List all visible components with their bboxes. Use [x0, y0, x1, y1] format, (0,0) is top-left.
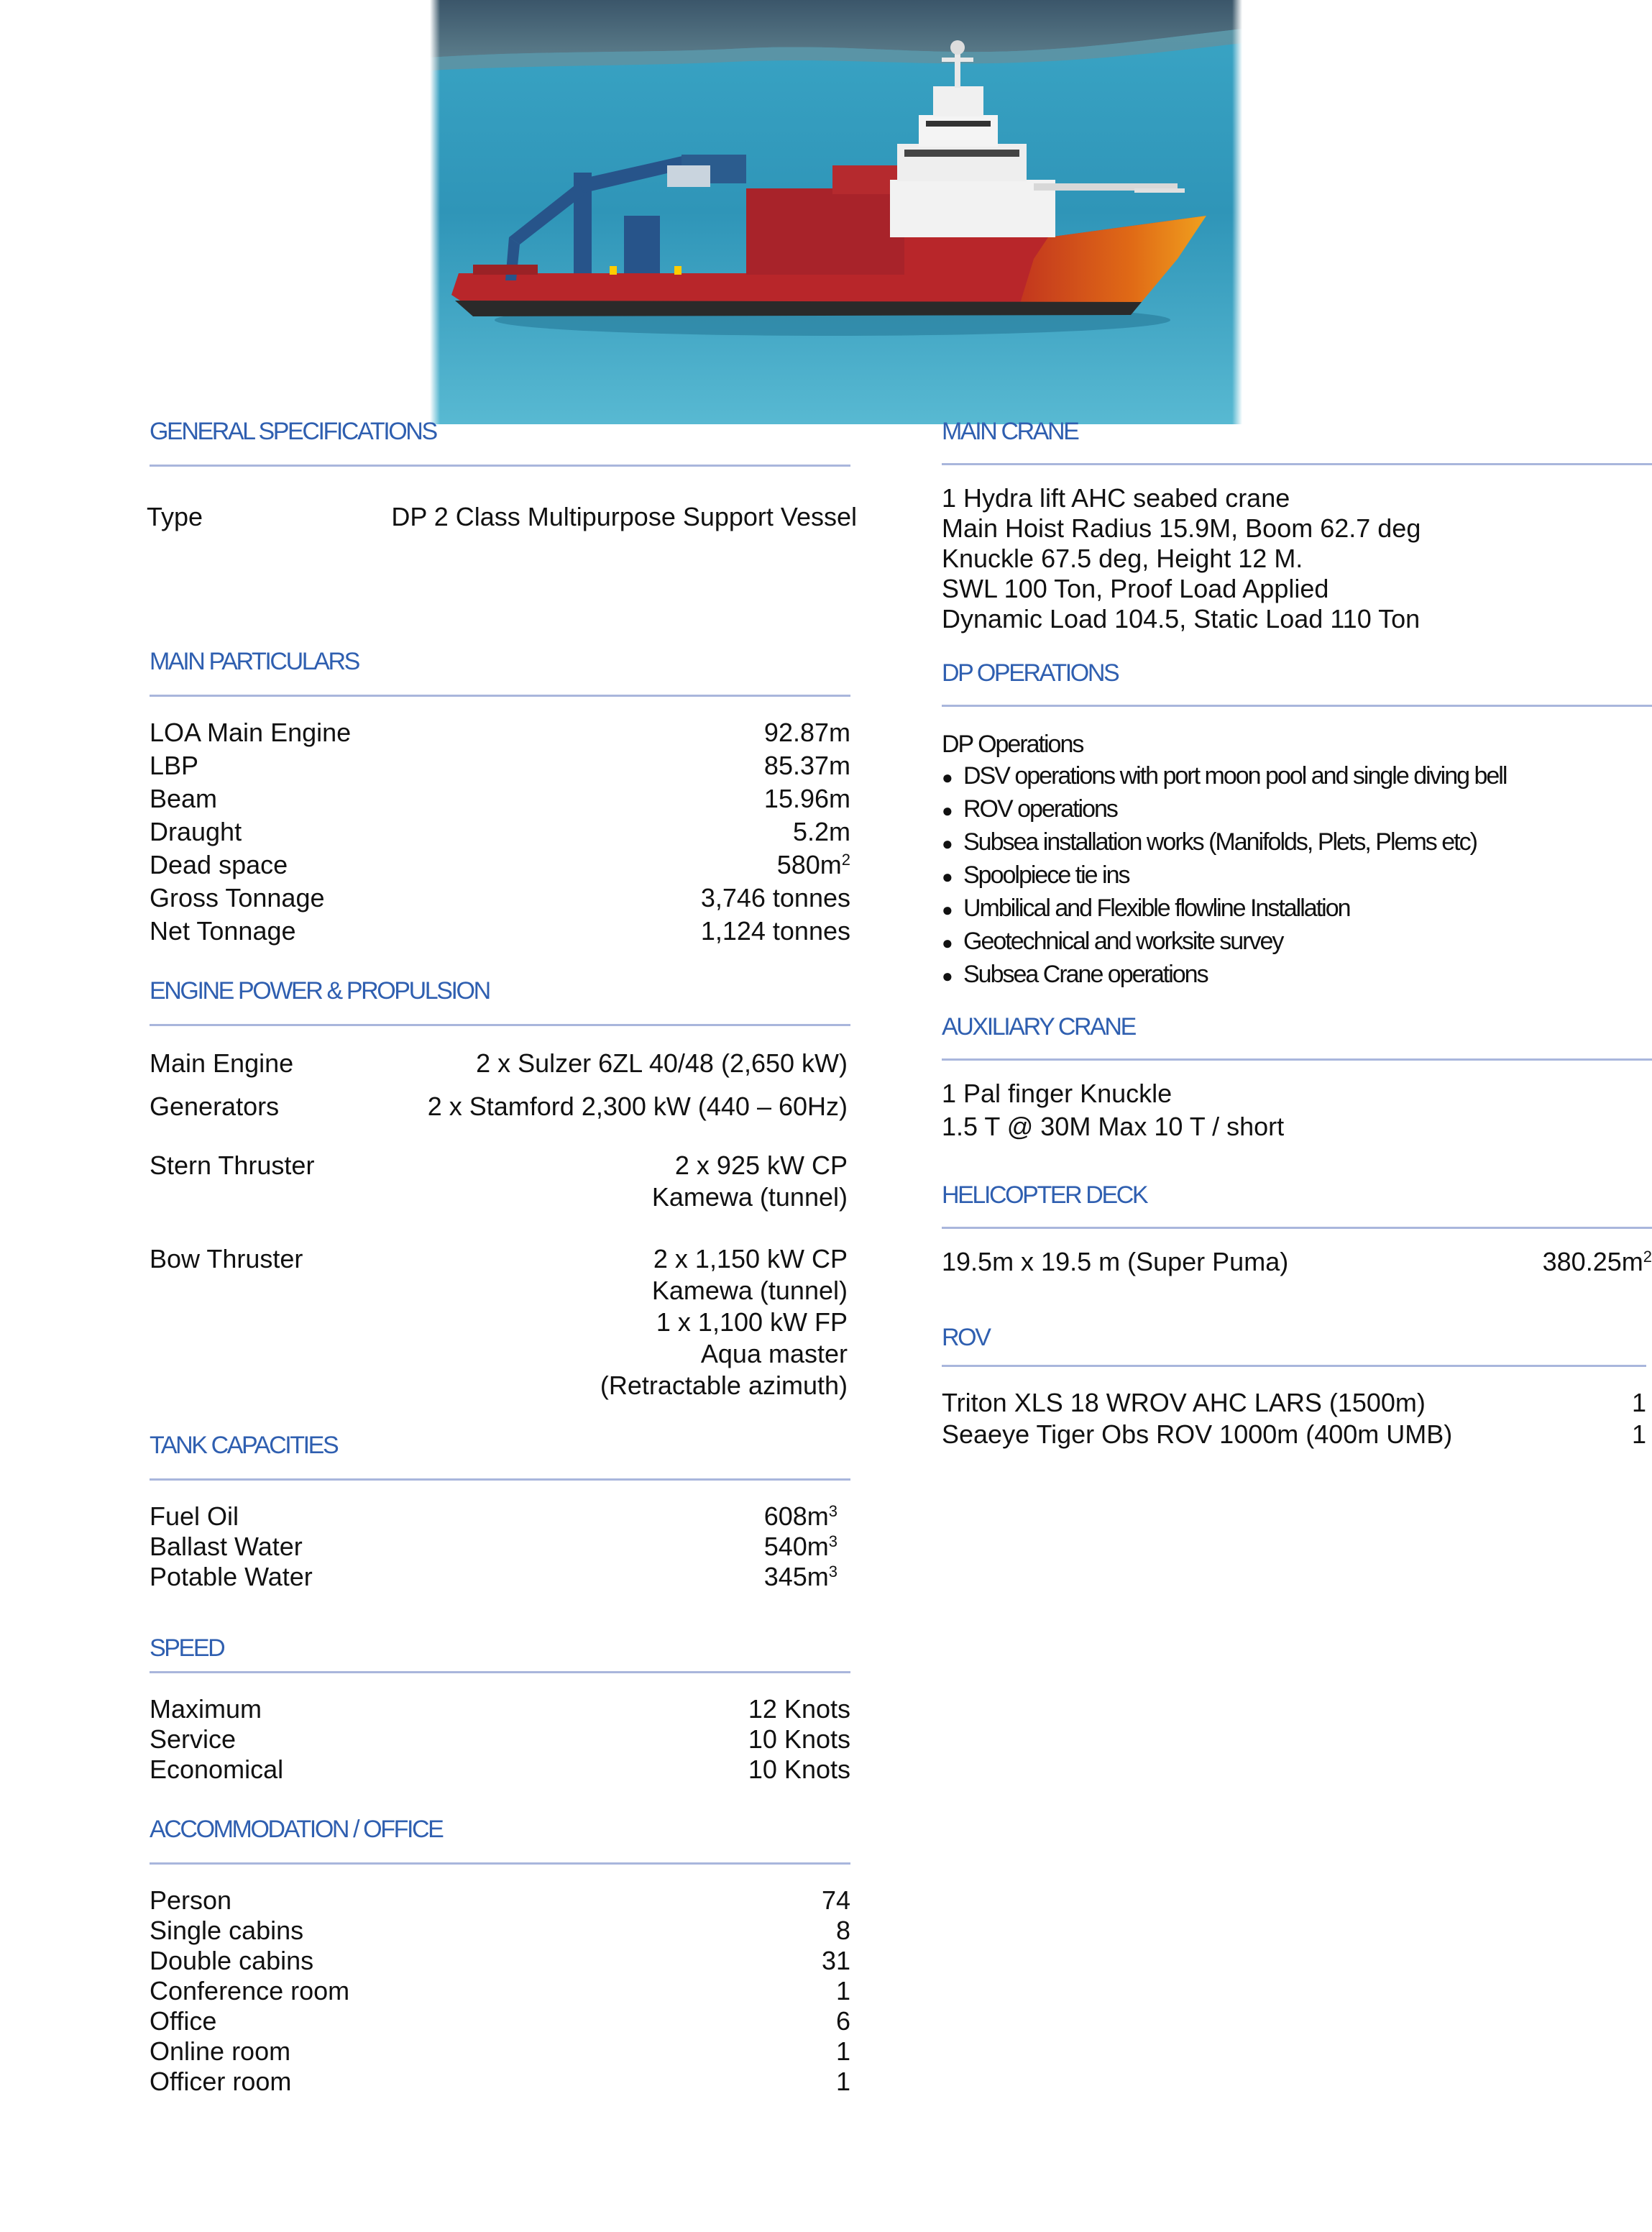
spec-row — [150, 784, 850, 814]
spec-value — [836, 2067, 850, 2097]
spec-label: Officer room — [150, 2067, 292, 2096]
spec-label: Person — [150, 1885, 232, 1915]
spec-value — [836, 1976, 850, 2006]
spec-row — [150, 1501, 850, 1532]
spec-value — [764, 784, 850, 814]
spec-value-text: 1 — [1631, 1419, 1646, 1449]
spec-value-text: 1 — [835, 1976, 850, 2005]
spec-value — [764, 751, 850, 781]
spec-row — [150, 1976, 850, 2006]
spec-row — [150, 916, 850, 946]
spec-row — [150, 1244, 850, 1400]
spec-value-text: 12 Knots — [748, 1694, 850, 1724]
spec-value-text: 92.87m — [763, 718, 850, 747]
spec-value-text: 608m — [763, 1501, 829, 1531]
bullet-text: Umbilical and Flexible flowline Installation — [963, 895, 1350, 922]
spec-value-text: 8 — [835, 1916, 850, 1945]
section-divider — [150, 1478, 850, 1481]
spec-value — [764, 718, 850, 748]
spec-label: Beam — [150, 784, 218, 813]
spec-label: Single cabins — [150, 1916, 304, 1945]
spec-value: 2 x 925 kW CP — [674, 1151, 848, 1180]
spec-row — [150, 1916, 850, 1946]
section-divider — [942, 1058, 1652, 1061]
spec-value — [701, 883, 850, 913]
bullet-text: Spoolpiece tie ins — [963, 861, 1129, 889]
spec-row — [150, 1885, 850, 1916]
spec-label: Stern Thruster — [150, 1151, 315, 1180]
spec-label: LOA Main Engine — [150, 718, 352, 747]
superscript: 3 — [828, 1532, 838, 1550]
spec-value — [764, 1532, 838, 1562]
text-line: 1.5 T @ 30M Max 10 T / short — [942, 1112, 1285, 1141]
bullet-icon: ● — [942, 800, 953, 821]
spec-value — [701, 916, 850, 946]
spec-label: Maximum — [150, 1694, 262, 1724]
spec-value — [822, 1946, 850, 1976]
spec-value — [748, 1694, 850, 1724]
spec-row — [150, 2006, 850, 2036]
spec-value — [777, 850, 850, 880]
spec-value: Kamewa (tunnel) — [651, 1276, 848, 1305]
spec-label: Net Tonnage — [150, 916, 296, 946]
spec-value-text: 10 Knots — [748, 1724, 850, 1754]
spec-label: Seaeye Tiger Obs ROV 1000m (400m UMB) — [942, 1419, 1453, 1449]
spec-row — [942, 1388, 1652, 1418]
bullet-item — [942, 925, 1282, 959]
spec-row — [150, 1755, 850, 1785]
spec-value-text: 380.25m — [1542, 1247, 1643, 1276]
spec-value-text: 74 — [821, 1885, 850, 1915]
text-line: Dynamic Load 104.5, Static Load 110 Ton — [942, 604, 1421, 634]
spec-label: Online room — [150, 2036, 291, 2066]
bullet-text: Subsea Crane operations — [963, 961, 1208, 988]
spec-value: Kamewa (tunnel) — [651, 1182, 848, 1212]
bullet-icon: ● — [942, 965, 953, 987]
section-heading: DP OPERATIONS — [942, 659, 1119, 687]
vessel-illustration — [430, 0, 1242, 424]
spec-value — [748, 1755, 850, 1785]
spec-value — [836, 2036, 850, 2067]
bullet-icon: ● — [942, 932, 953, 953]
superscript: 2 — [1643, 1248, 1652, 1266]
text-line: 1 Pal finger Knuckle — [942, 1079, 1173, 1108]
spec-value — [836, 2006, 850, 2036]
text-line: Knuckle 67.5 deg, Height 12 M. — [942, 544, 1303, 573]
vessel-photo — [430, 0, 1242, 424]
spec-row — [150, 1532, 850, 1562]
section-divider — [942, 1365, 1646, 1367]
bullet-item — [942, 859, 1129, 893]
spec-label: Service — [150, 1724, 237, 1754]
spec-value-text: 10 Knots — [748, 1755, 850, 1784]
section-heading: HELICOPTER DECK — [942, 1181, 1147, 1209]
bullet-text: DSV operations with port moon pool and single diving bell — [963, 762, 1507, 790]
spec-value: DP 2 Class Multipurpose Support Vessel — [391, 502, 857, 531]
spec-row — [942, 1419, 1652, 1450]
spec-value: (Retractable azimuth) — [600, 1371, 848, 1400]
spec-value — [748, 1724, 850, 1755]
text-line: SWL 100 Ton, Proof Load Applied — [942, 574, 1329, 603]
section-divider — [150, 1024, 850, 1026]
spec-value-text: 31 — [821, 1946, 850, 1975]
spec-label: 19.5m x 19.5 m (Super Puma) — [942, 1247, 1289, 1276]
spec-value-text: 6 — [835, 2006, 850, 2036]
superscript: 3 — [828, 1563, 838, 1581]
bullet-text: ROV operations — [963, 795, 1117, 823]
spec-label: Type — [147, 502, 203, 531]
section-divider — [942, 463, 1652, 465]
spec-value-text: 1 — [835, 2036, 850, 2066]
text-line: Main Hoist Radius 15.9M, Boom 62.7 deg — [942, 513, 1421, 543]
spec-value: Aqua master — [700, 1339, 848, 1368]
section-divider — [150, 465, 850, 467]
spec-value: 2 x Sulzer 6ZL 40/48 (2,650 kW) — [476, 1048, 848, 1078]
section-heading: MAIN CRANE — [942, 418, 1078, 445]
section-heading: GENERAL SPECIFICATIONS — [150, 418, 436, 445]
spec-value-text: 1 — [835, 2067, 850, 2096]
spec-label: Economical — [150, 1755, 284, 1784]
bullet-item — [942, 825, 1477, 860]
spec-value-text: 345m — [763, 1562, 829, 1591]
spec-value-text: 540m — [763, 1532, 829, 1561]
spec-row — [150, 817, 850, 847]
section-heading: TANK CAPACITIES — [150, 1432, 338, 1459]
bullet-item — [942, 792, 1117, 827]
bullet-icon: ● — [942, 899, 953, 920]
spec-label: Triton XLS 18 WROV AHC LARS (1500m) — [942, 1388, 1426, 1417]
bullet-item — [942, 759, 1506, 794]
spec-value — [793, 817, 850, 847]
spec-row-type — [147, 502, 857, 532]
spec-value: 1 x 1,100 kW FP — [656, 1307, 848, 1337]
spec-value-text: 15.96m — [763, 784, 850, 813]
spec-value-text: 1,124 tonnes — [700, 916, 850, 946]
section-heading: ACCOMMODATION / OFFICE — [150, 1816, 443, 1843]
spec-label: Potable Water — [150, 1562, 313, 1591]
section-divider — [150, 1671, 850, 1673]
spec-value — [764, 1501, 838, 1532]
spec-row — [942, 1247, 1652, 1277]
spec-label: Bow Thruster — [150, 1244, 303, 1273]
section-divider — [942, 1227, 1652, 1229]
section-heading: AUXILIARY CRANE — [942, 1013, 1135, 1040]
section-heading: MAIN PARTICULARS — [150, 648, 359, 675]
spec-value — [822, 1885, 850, 1916]
dp-operations-intro: DP Operations — [942, 731, 1083, 758]
spec-row — [150, 883, 850, 913]
section-divider — [942, 705, 1652, 707]
spec-row — [150, 850, 850, 880]
text-line: 1 Hydra lift AHC seabed crane — [942, 483, 1290, 513]
spec-value — [1632, 1388, 1646, 1418]
spec-row — [150, 1562, 850, 1592]
bullet-icon: ● — [942, 833, 953, 854]
superscript: 2 — [841, 851, 850, 869]
section-heading: ENGINE POWER & PROPULSION — [150, 977, 490, 1005]
bullet-text: Subsea installation works (Manifolds, Plets, Plems etc) — [963, 828, 1477, 856]
spec-value — [764, 1562, 838, 1592]
superscript: 3 — [828, 1502, 838, 1520]
section-divider — [150, 695, 850, 697]
spec-label: LBP — [150, 751, 199, 780]
bullet-item — [942, 958, 1208, 992]
section-divider — [150, 1862, 850, 1865]
spec-row — [150, 1092, 850, 1122]
spec-label: Office — [150, 2006, 217, 2036]
spec-value — [1543, 1247, 1652, 1277]
spec-row — [150, 1048, 850, 1079]
spec-row — [150, 1724, 850, 1755]
spec-row — [150, 1694, 850, 1724]
spec-row — [150, 718, 850, 748]
spec-label: Gross Tonnage — [150, 883, 325, 913]
spec-value-text: 85.37m — [763, 751, 850, 780]
spec-value — [1632, 1419, 1646, 1450]
section-heading: SPEED — [150, 1634, 224, 1662]
spec-label: Double cabins — [150, 1946, 314, 1975]
spec-label: Dead space — [150, 850, 288, 879]
spec-value-text: 580m — [776, 850, 842, 879]
spec-value: 2 x 1,150 kW CP — [653, 1244, 848, 1273]
spec-label: Fuel Oil — [150, 1501, 239, 1531]
spec-label: Generators — [150, 1092, 280, 1121]
bullet-icon: ● — [942, 866, 953, 887]
bullet-item — [942, 892, 1350, 926]
bullet-text: Geotechnical and worksite survey — [963, 928, 1283, 955]
spec-row — [150, 1946, 850, 1976]
spec-label: Draught — [150, 817, 242, 846]
spec-row — [150, 751, 850, 781]
spec-label: Ballast Water — [150, 1532, 303, 1561]
spec-label: Main Engine — [150, 1048, 294, 1078]
spec-label: Conference room — [150, 1976, 350, 2005]
spec-value-text: 1 — [1631, 1388, 1646, 1417]
spec-value-text: 5.2m — [792, 817, 850, 846]
clipped-text-line — [150, 2085, 437, 2091]
spec-value — [836, 1916, 850, 1946]
spec-row — [150, 1151, 850, 1212]
section-heading: ROV — [942, 1324, 990, 1351]
spec-value: 2 x Stamford 2,300 kW (440 – 60Hz) — [427, 1092, 848, 1121]
spec-value-text: 3,746 tonnes — [700, 883, 850, 913]
bullet-icon: ● — [942, 767, 953, 788]
